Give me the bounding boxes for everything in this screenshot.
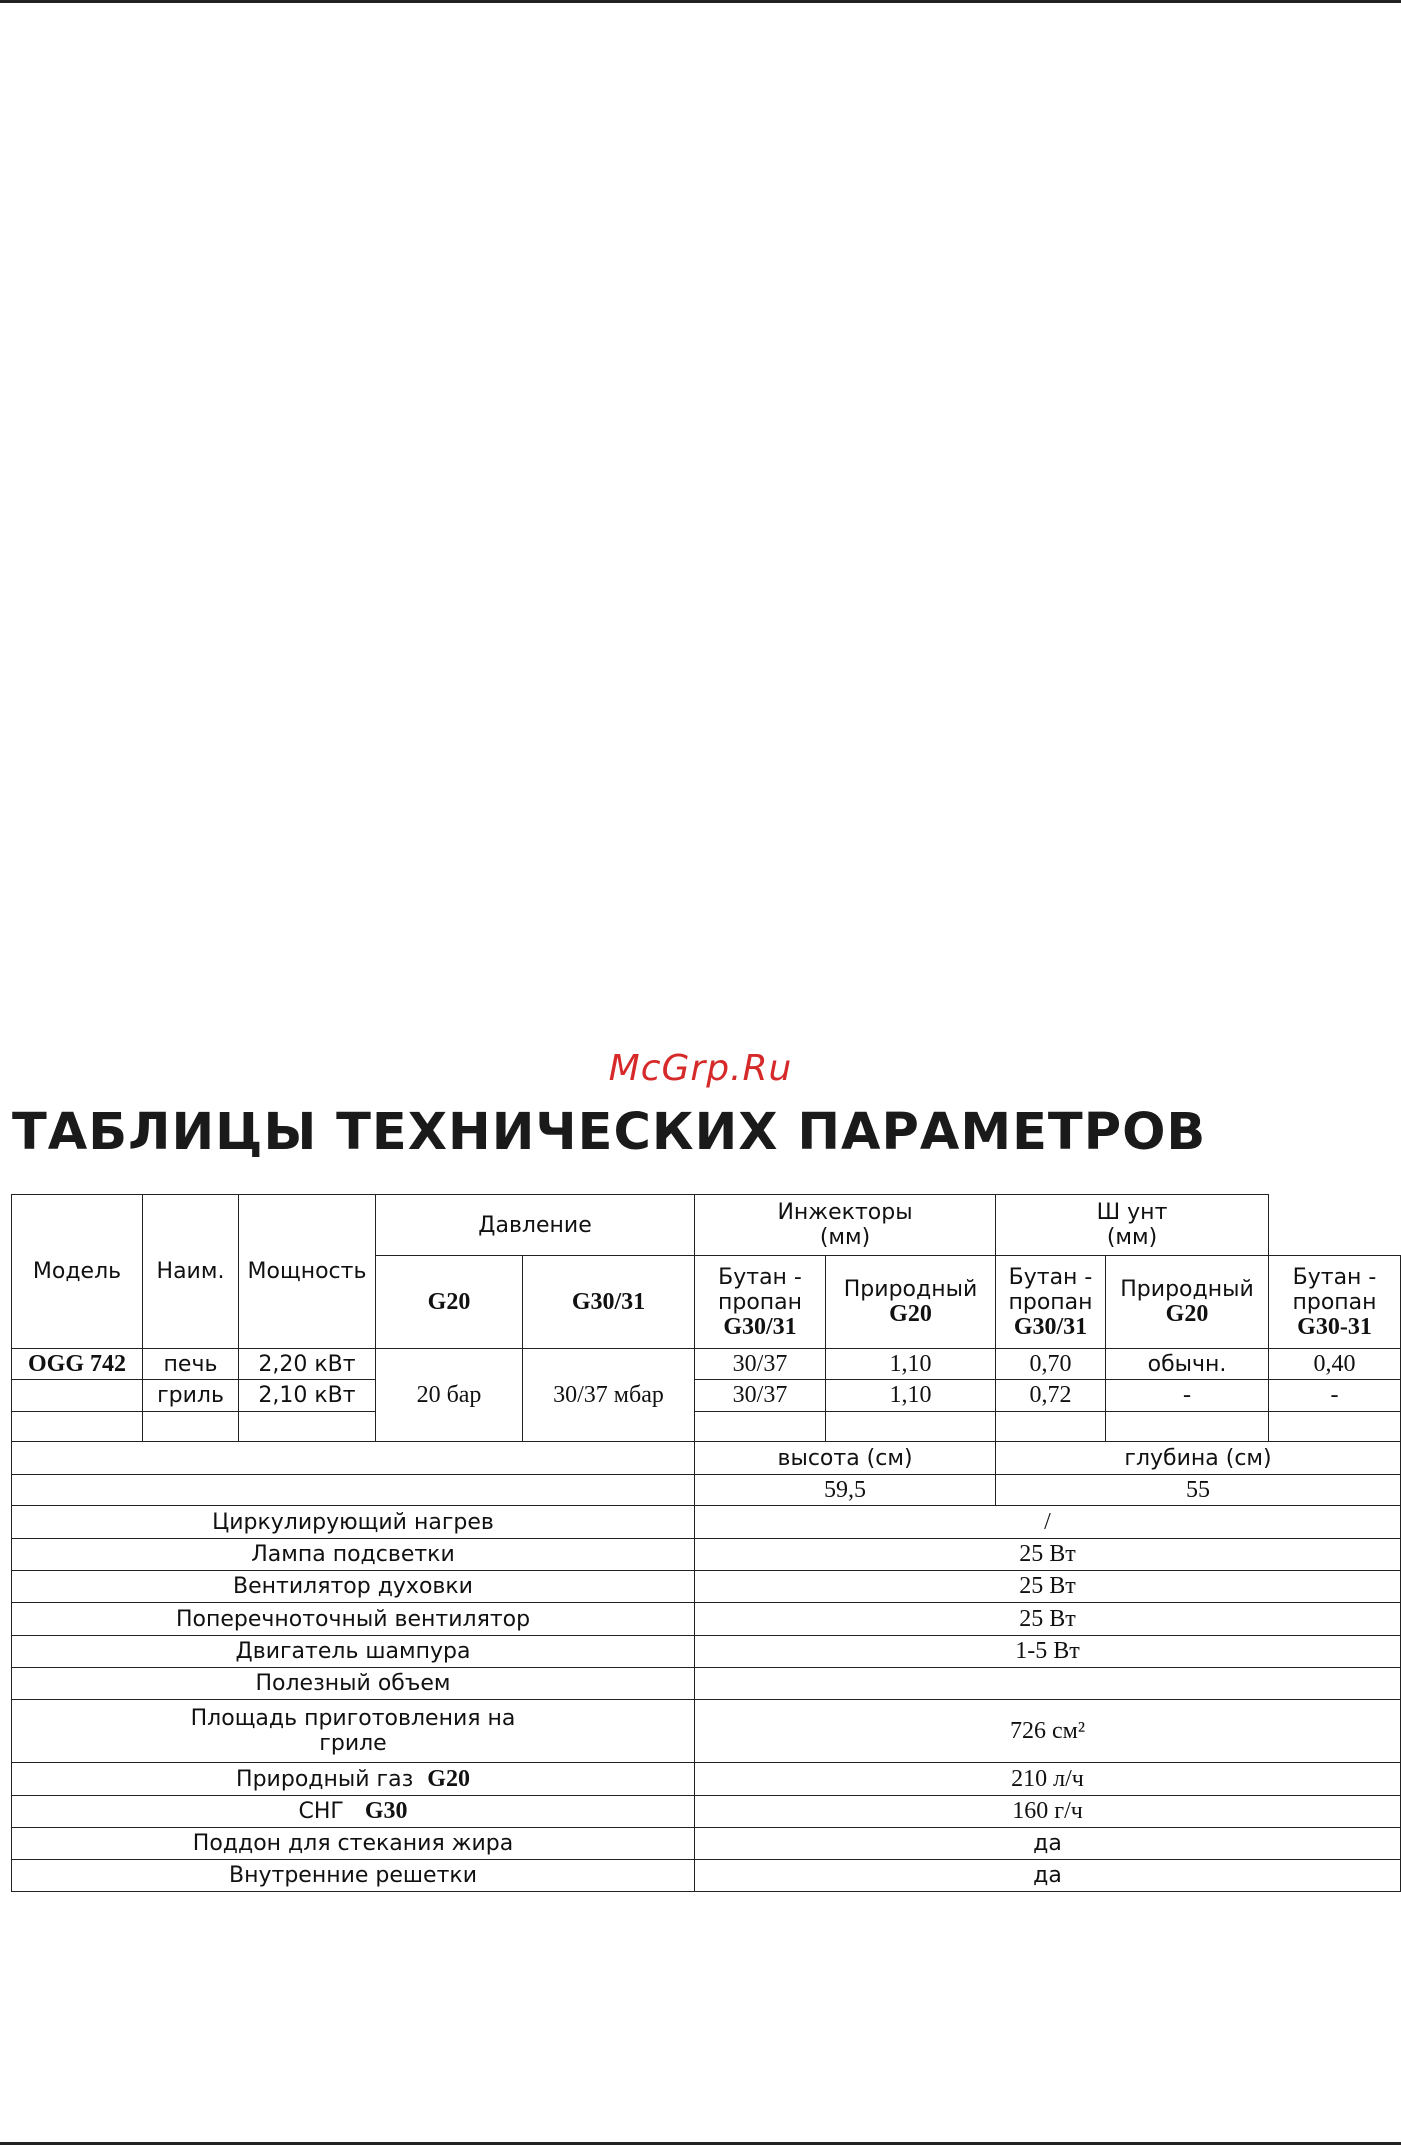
top-rule [0, 0, 1401, 3]
row-sh-butane: 0,72 [996, 1380, 1106, 1412]
param-row [12, 1506, 1401, 1539]
watermark[interactable]: McGrp.Ru [608, 1048, 793, 1089]
param-label: Вентилятор духовки [12, 1571, 695, 1603]
depth-value: 55 [996, 1475, 1401, 1506]
dimensions-label-row [12, 1442, 1401, 1475]
param-value: 25 Вт [695, 1571, 1401, 1603]
param-row [12, 1796, 1401, 1828]
row-inj-natural: 1,10 [826, 1349, 996, 1380]
table-row [12, 1349, 1401, 1380]
header-injectors: Инжекторы (мм) [695, 1195, 996, 1256]
row-sh-natural: обычн. [1106, 1349, 1269, 1380]
param-value: 1-5 Вт [695, 1636, 1401, 1668]
param-row [12, 1668, 1401, 1700]
param-label: Лампа подсветки [12, 1539, 695, 1571]
param-value: 210 л/ч [695, 1763, 1401, 1796]
param-row [12, 1539, 1401, 1571]
page-title: ТАБЛИЦЫ ТЕХНИЧЕСКИХ ПАРАМЕТРОВ [12, 1103, 1207, 1162]
param-label: Внутренние решетки [12, 1860, 695, 1892]
param-value: да [695, 1860, 1401, 1892]
row-name: гриль [143, 1380, 239, 1412]
depth-label: глубина (см) [996, 1442, 1401, 1475]
param-label: Двигатель шампура [12, 1636, 695, 1668]
header-inj-natural: Природный G20 [826, 1256, 996, 1349]
param-label: Площадь приготовления на гриле [12, 1700, 695, 1763]
param-label: СНГ G30 [12, 1796, 695, 1828]
param-value [695, 1668, 1401, 1700]
param-row [12, 1700, 1401, 1763]
table-row [12, 1380, 1401, 1412]
spec-table [11, 1194, 1401, 1892]
row-name: печь [143, 1349, 239, 1380]
row-model [12, 1380, 143, 1412]
param-row [12, 1828, 1401, 1860]
pressure-g30-value: 30/37 мбар [523, 1349, 695, 1442]
header-sh-natural: Природный G20 [1106, 1256, 1269, 1349]
header-model: Модель [12, 1195, 143, 1349]
param-row [12, 1603, 1401, 1636]
param-value: 160 г/ч [695, 1796, 1401, 1828]
param-row [12, 1860, 1401, 1892]
header-shunt: Ш унт (мм) [996, 1195, 1269, 1256]
height-label: высота (см) [695, 1442, 996, 1475]
row-extra: - [1269, 1380, 1401, 1412]
row-inj-butane: 30/37 [695, 1380, 826, 1412]
header-inj-butane: Бутан - пропан G30/31 [695, 1256, 826, 1349]
header-blank [1269, 1195, 1401, 1256]
header-power: Мощность [239, 1195, 376, 1349]
row-inj-natural: 1,10 [826, 1380, 996, 1412]
param-value: 25 Вт [695, 1539, 1401, 1571]
header-pressure-g30: G30/31 [523, 1256, 695, 1349]
header-extra-butane: Бутан - пропан G30-31 [1269, 1256, 1401, 1349]
param-value: да [695, 1828, 1401, 1860]
row-inj-butane: 30/37 [695, 1349, 826, 1380]
row-model: OGG 742 [12, 1349, 143, 1380]
height-value: 59,5 [695, 1475, 996, 1506]
param-label: Полезный объем [12, 1668, 695, 1700]
param-label: Поперечноточный вентилятор [12, 1603, 695, 1636]
dimensions-value-row [12, 1475, 1401, 1506]
param-row [12, 1636, 1401, 1668]
param-label: Циркулирующий нагрев [12, 1506, 695, 1539]
param-value: 726 см² [695, 1700, 1401, 1763]
header-name: Наим. [143, 1195, 239, 1349]
param-row [12, 1571, 1401, 1603]
row-extra: 0,40 [1269, 1349, 1401, 1380]
bottom-rule [0, 2142, 1401, 2145]
param-label: Поддон для стекания жира [12, 1828, 695, 1860]
row-sh-natural: - [1106, 1380, 1269, 1412]
row-sh-butane: 0,70 [996, 1349, 1106, 1380]
row-power: 2,20 кВт [239, 1349, 376, 1380]
row-power: 2,10 кВт [239, 1380, 376, 1412]
param-label: Природный газ G20 [12, 1763, 695, 1796]
param-value: 25 Вт [695, 1603, 1401, 1636]
param-row [12, 1763, 1401, 1796]
table-row [12, 1412, 1401, 1442]
header-pressure: Давление [376, 1195, 695, 1256]
header-pressure-g20: G20 [376, 1256, 523, 1349]
pressure-g20-value: 20 бар [376, 1349, 523, 1442]
param-value: / [695, 1506, 1401, 1539]
header-sh-butane: Бутан - пропан G30/31 [996, 1256, 1106, 1349]
